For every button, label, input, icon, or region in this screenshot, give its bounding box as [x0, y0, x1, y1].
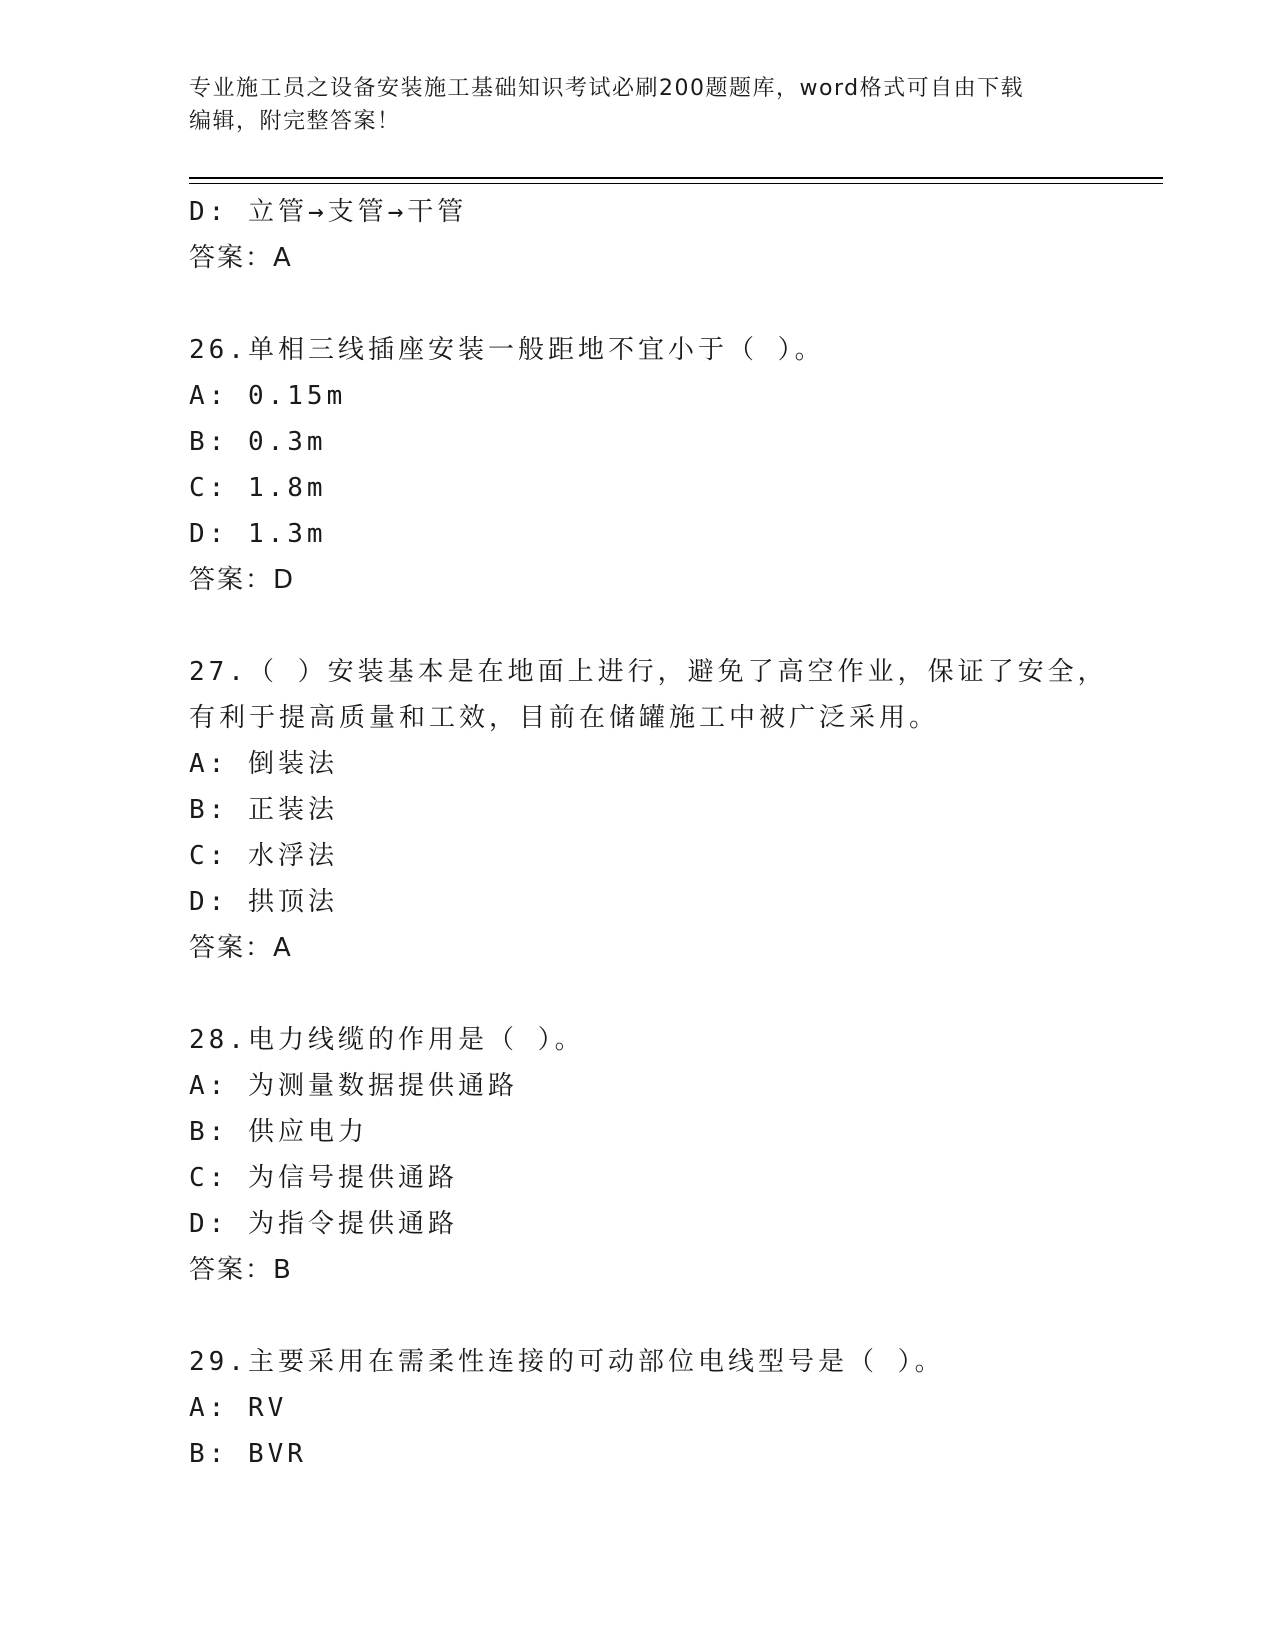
option-a: A: 倒装法: [189, 749, 338, 779]
option-b: B: 正装法: [189, 795, 338, 825]
question-stem-continued: 有利于提高质量和工效，目前在储罐施工中被广泛采用。: [189, 703, 940, 733]
option-c: C: 水浮法: [189, 841, 338, 871]
spacer: [189, 603, 1149, 649]
option-d: D: 拱顶法: [189, 887, 338, 917]
option-b: B: BVR: [189, 1439, 307, 1469]
option-a: A: 0.15m: [189, 381, 347, 411]
option-b: B: 供应电力: [189, 1117, 368, 1147]
option-d: D: 立管→支管→干管: [189, 197, 468, 227]
answer-line: 答案：D: [189, 565, 296, 595]
question-stem: 26.单相三线插座安装一般距地不宜小于（ ）。: [189, 335, 825, 365]
header-divider-thin: [189, 183, 1163, 184]
header-title-line-1: 专业施工员之设备安装施工基础知识考试必刷200题题库，word格式可自由下载: [189, 76, 1025, 101]
option-d: D: 1.3m: [189, 519, 327, 549]
question-29: [189, 1339, 1149, 1477]
header-title-line-2: 编辑，附完整答案！: [189, 109, 401, 134]
question-stem: 28.电力线缆的作用是（ ）。: [189, 1025, 585, 1055]
question-stem: 29.主要采用在需柔性连接的可动部位电线型号是（ ）。: [189, 1347, 945, 1377]
option-b: B: 0.3m: [189, 427, 327, 457]
header-divider-thick: [189, 177, 1163, 179]
option-c: C: 为信号提供通路: [189, 1163, 458, 1193]
option-d: D: 为指令提供通路: [189, 1209, 458, 1239]
question-stem: 27.（ ）安装基本是在地面上进行，避免了高空作业，保证了安全，: [189, 657, 1108, 687]
option-c: C: 1.8m: [189, 473, 327, 503]
spacer: [189, 971, 1149, 1017]
spacer: [189, 1293, 1149, 1339]
answer-line: 答案：B: [189, 1255, 293, 1285]
answer-line: 答案：A: [189, 243, 293, 273]
question-25-tail: [189, 189, 1149, 281]
answer-line: 答案：A: [189, 933, 293, 963]
option-a: A: 为测量数据提供通路: [189, 1071, 518, 1101]
question-list: [189, 189, 1149, 1477]
question-26: [189, 327, 1149, 603]
option-a: A: RV: [189, 1393, 288, 1423]
document-header: [189, 72, 1089, 138]
question-27: [189, 649, 1149, 971]
spacer: [189, 281, 1149, 327]
question-28: [189, 1017, 1149, 1293]
